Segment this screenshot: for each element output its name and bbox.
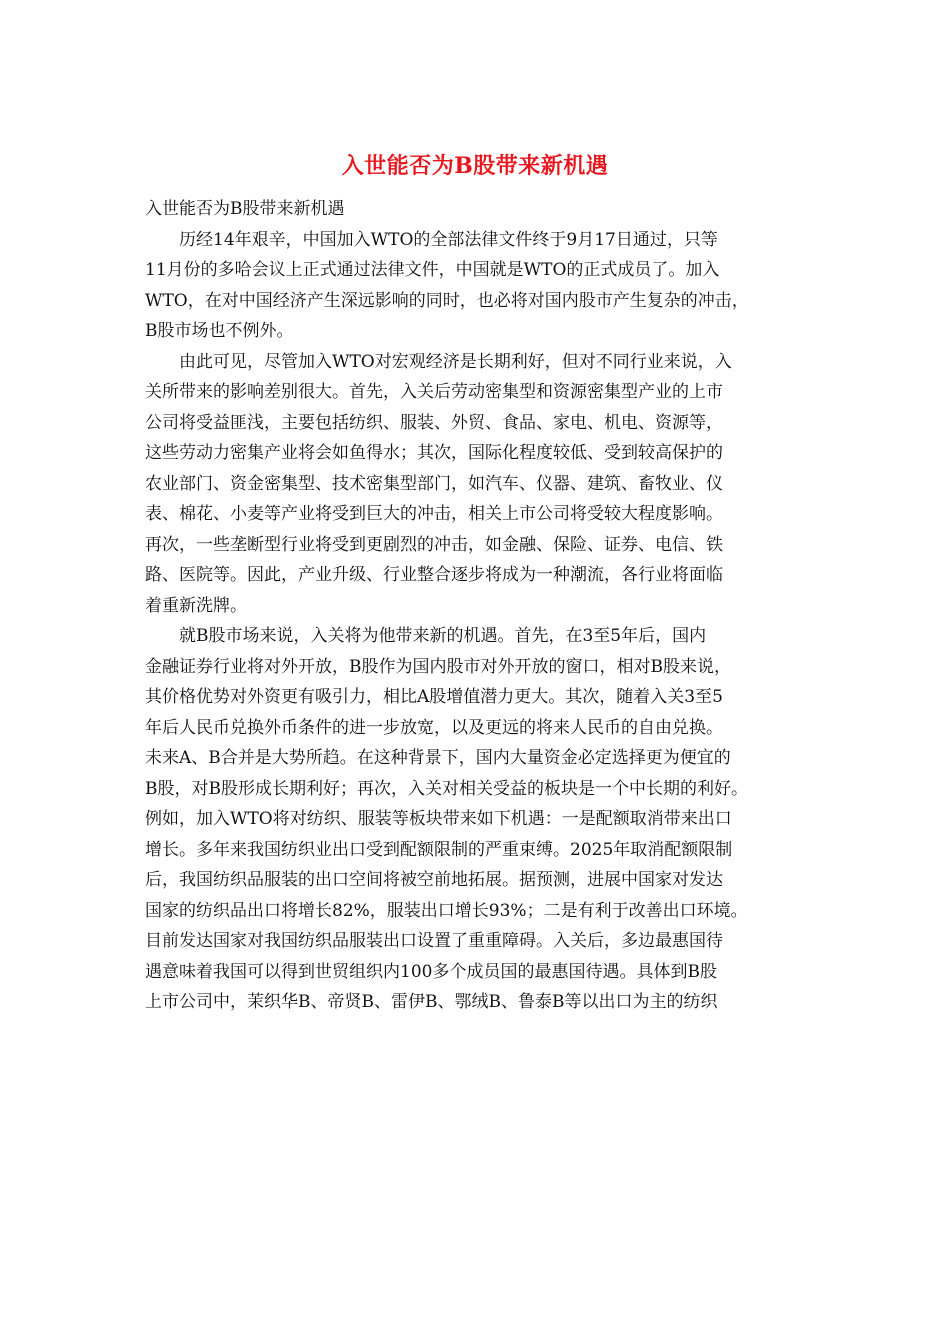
text-line: 上市公司中，茉织华B、帝贤B、雷伊B、鄂绒B、鲁泰B等以出口为主的纺织 [145, 992, 718, 1012]
text-line: 表、棉花、小麦等产业将受到巨大的冲击，相关上市公司将受较大程度影响。 [145, 504, 723, 524]
paragraph-3 [145, 621, 825, 1018]
text-line: 11月份的多哈会议上正式通过法律文件，中国就是WTO的正式成员了。加入 [145, 260, 720, 280]
document-body [145, 194, 825, 1018]
text-line: 未来A、B合并是大势所趋。在这种背景下，国内大量资金必定选择更为便宜的 [145, 748, 731, 768]
text-line: 由此可见，尽管加入WTO对宏观经济是长期利好，但对不同行业来说，入 [179, 351, 732, 372]
paragraph-1 [145, 225, 825, 347]
paragraph-2 [145, 347, 825, 622]
text-line: B股，对B股形成长期利好；再次，入关对相关受益的板块是一个中长期的利好。 [145, 778, 748, 799]
text-line: 后，我国纺织品服装的出口空间将被空前地拓展。据预测，进展中国家对发达 [145, 870, 723, 890]
document-title: 入世能否为B股带来新机遇 [341, 153, 609, 179]
text-line: 公司将受益匪浅，主要包括纺织、服装、外贸、食品、家电、机电、资源等， [145, 412, 723, 433]
text-line: 路、医院等。因此，产业升级、行业整合逐步将成为一种潮流，各行业将面临 [145, 565, 723, 585]
text-line: 历经14年艰辛，中国加入WTO的全部法律文件终于9月17日通过，只等 [179, 229, 718, 250]
text-line: WTO，在对中国经济产生深远影响的同时，也必将对国内股市产生复杂的冲击， [145, 290, 749, 311]
text-line: 目前发达国家对我国纺织品服装出口设置了重重障碍。入关后，多边最惠国待 [145, 931, 723, 951]
text-line: 农业部门、资金密集型、技术密集型部门，如汽车、仪器、建筑、畜牧业、仪 [145, 473, 723, 494]
text-line: 其价格优势对外资更有吸引力，相比A股增值潜力更大。其次，随着入关3至5 [145, 687, 723, 707]
text-line: 金融证券行业将对外开放，B股作为国内股市对外开放的窗口，相对B股来说， [145, 656, 731, 677]
text-line: 年后人民币兑换外币条件的进一步放宽，以及更远的将来人民币的自由兑换。 [145, 717, 723, 738]
text-line: 再次，一些垄断型行业将受到更剧烈的冲击，如金融、保险、证券、电信、铁 [145, 534, 723, 555]
text-line: 例如，加入WTO将对纺织、服装等板块带来如下机遇：一是配额取消带来出口 [145, 809, 732, 829]
document-subtitle: 入世能否为B股带来新机遇 [145, 199, 345, 219]
text-line: 关所带来的影响差别很大。首先，入关后劳动密集型和资源密集型产业的上市 [145, 382, 723, 402]
text-line: 增长。多年来我国纺织业出口受到配额限制的严重束缚。2025年取消配额限制 [145, 839, 733, 860]
text-line: 遇意味着我国可以得到世贸组织内100多个成员国的最惠国待遇。具体到B股 [145, 961, 717, 982]
text-line: 国家的纺织品出口将增长82%，服装出口增长93%；二是有利于改善出口环境。 [145, 900, 748, 921]
text-line: B股市场也不例外。 [145, 321, 294, 341]
text-line: 就B股市场来说，入关将为他带来新的机遇。首先，在3至5年后，国内 [179, 626, 707, 646]
text-line: 这些劳动力密集产业将会如鱼得水；其次，国际化程度较低、受到较高保护的 [145, 443, 723, 463]
text-line: 着重新洗牌。 [145, 595, 247, 616]
